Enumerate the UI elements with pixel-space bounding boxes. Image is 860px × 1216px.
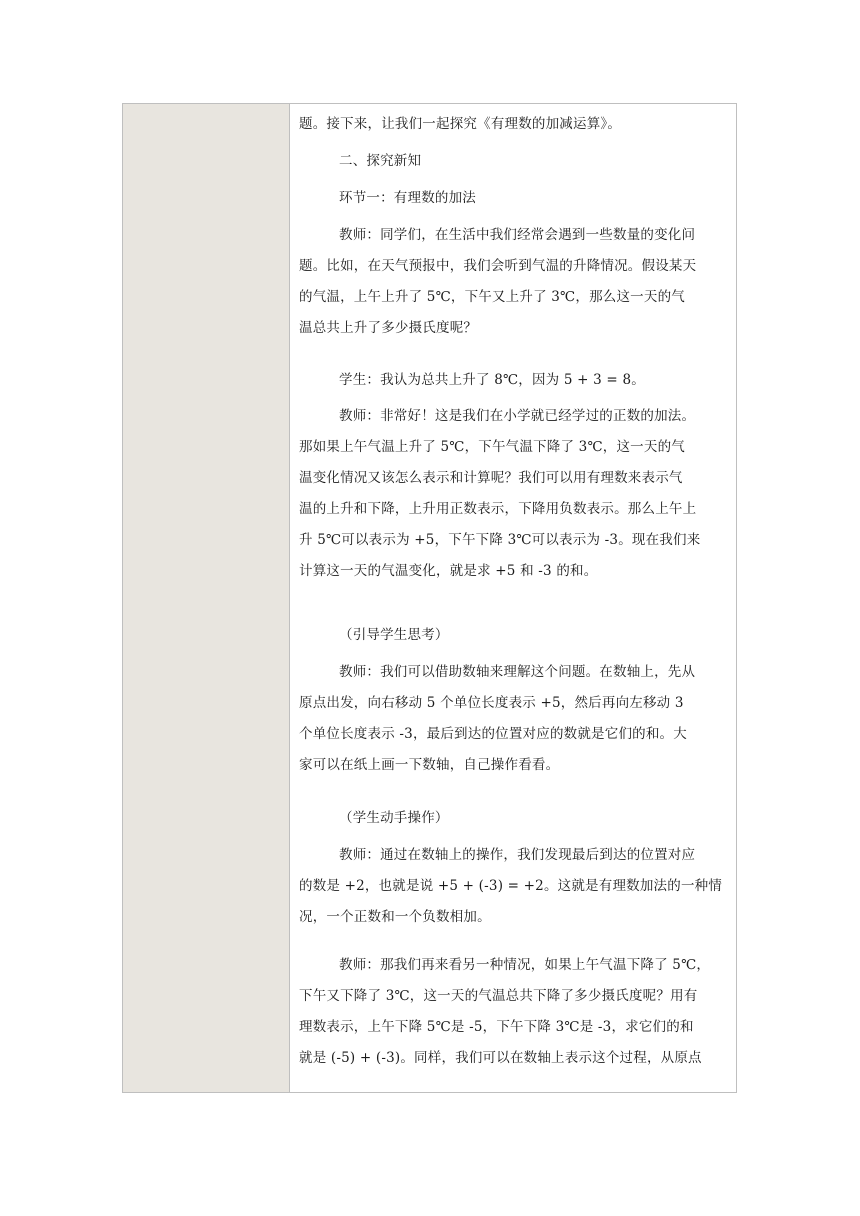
lesson-table — [122, 103, 737, 1093]
text-line: 理数表示，上午下降 5℃是 -5，下午下降 3℃是 -3，求它们的和 — [299, 1019, 694, 1035]
text-line: 二、探究新知 — [339, 153, 422, 169]
text-line: 温变化情况又该怎么表示和计算呢？我们可以用有理数来表示气 — [299, 470, 683, 486]
text-line: 教师：通过在数轴上的操作，我们发现最后到达的位置对应 — [339, 847, 696, 863]
text-line: 就是 (-5) + (-3)。同样，我们可以在数轴上表示这个过程，从原点 — [299, 1050, 702, 1066]
text-line: 题。比如，在天气预报中，我们会听到气温的升降情况。假设某天 — [299, 258, 697, 274]
paragraph-teacher-5 — [299, 950, 729, 1074]
text-line: 教师：那我们再来看另一种情况，如果上午气温下降了 5℃， — [339, 957, 711, 973]
paragraph-teacher-2 — [299, 401, 729, 587]
text-line: 温总共上升了多少摄氏度呢？ — [299, 320, 478, 336]
text-line: 学生：我认为总共上升了 8℃，因为 5 + 3 = 8。 — [339, 372, 645, 388]
text-line: 家可以在纸上画一下数轴，自己操作看看。 — [299, 757, 560, 773]
text-line: （引导学生思考） — [339, 627, 449, 643]
paragraph-guide-note — [299, 620, 729, 651]
text-line: 原点出发，向右移动 5 个单位长度表示 +5，然后再向左移动 3 — [299, 695, 684, 711]
paragraph-student-1 — [299, 365, 729, 396]
text-line: 个单位长度表示 -3，最后到达的位置对应的数就是它们的和。大 — [299, 726, 687, 742]
text-line: 的气温，上午上升了 5℃，下午又上升了 3℃，那么这一天的气 — [299, 289, 685, 305]
paragraph-student-activity — [299, 803, 729, 834]
text-line: 题。接下来，让我们一起探究《有理数的加减运算》。 — [299, 116, 622, 132]
paragraph-teacher-1 — [299, 220, 729, 344]
text-line: 计算这一天的气温变化，就是求 +5 和 -3 的和。 — [299, 563, 598, 579]
text-line: 的数是 +2，也就是说 +5 + (-3) = +2。这就是有理数加法的一种情 — [299, 878, 723, 894]
paragraph-teacher-3 — [299, 657, 729, 781]
text-line: 环节一：有理数的加法 — [339, 190, 476, 206]
table-label-column — [123, 104, 290, 1092]
text-line: 教师：非常好！这是我们在小学就已经学过的正数的加法。 — [339, 408, 696, 424]
section-heading — [299, 146, 729, 177]
table-content-cell — [290, 104, 736, 1092]
paragraph-teacher-4 — [299, 840, 729, 933]
text-line: 那如果上午气温上升了 5℃，下午气温下降了 3℃，这一天的气 — [299, 439, 685, 455]
subsection-heading — [299, 183, 729, 214]
text-line: （学生动手操作） — [339, 810, 449, 826]
text-line: 下午又下降了 3℃，这一天的气温总共下降了多少摄氏度呢？用有 — [299, 988, 698, 1004]
paragraph-intro-end — [299, 109, 729, 140]
text-line: 升 5℃可以表示为 +5，下午下降 3℃可以表示为 -3。现在我们来 — [299, 532, 701, 548]
text-line: 温的上升和下降，上升用正数表示，下降用负数表示。那么上午上 — [299, 501, 697, 517]
text-line: 况，一个正数和一个负数相加。 — [299, 909, 491, 925]
text-line: 教师：同学们，在生活中我们经常会遇到一些数量的变化问 — [339, 227, 696, 243]
text-line: 教师：我们可以借助数轴来理解这个问题。在数轴上，先从 — [339, 664, 696, 680]
